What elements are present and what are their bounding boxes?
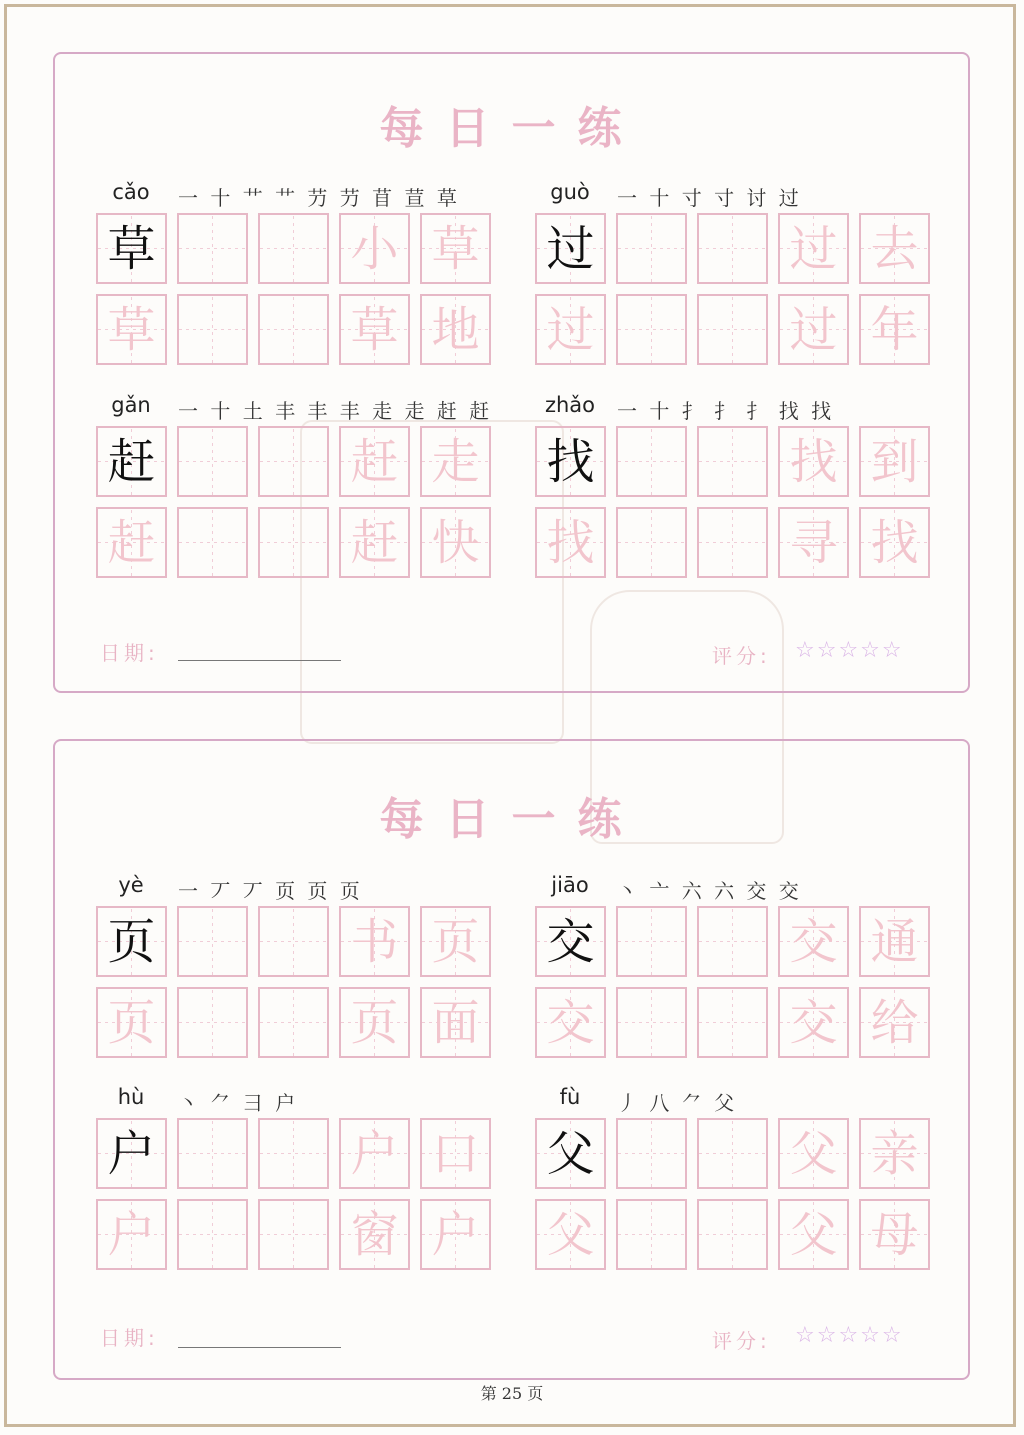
date-label: 日期: [100, 1326, 159, 1350]
page-number: 第 25 页 [480, 1384, 544, 1403]
trace-character: 快 [431, 514, 480, 571]
trace-character: 过 [789, 301, 838, 358]
empty-writing-cell[interactable] [616, 1118, 687, 1189]
stroke-order: 一 十 艹 艹 芀 芀 苜 荁 草 [178, 186, 460, 210]
trace-character: 亲 [870, 1125, 919, 1182]
trace-character: 页 [350, 994, 399, 1051]
empty-writing-cell[interactable] [177, 1118, 248, 1189]
trace-character: 草 [350, 301, 399, 358]
pinyin-label: cǎo [112, 180, 150, 204]
date-field[interactable] [178, 1347, 341, 1348]
empty-writing-cell[interactable] [177, 906, 248, 977]
model-character: 过 [546, 220, 595, 277]
trace-character: 草 [431, 220, 480, 277]
writing-grid-row [535, 987, 935, 1058]
date-field[interactable] [178, 660, 341, 661]
empty-writing-cell[interactable] [177, 987, 248, 1058]
empty-writing-cell[interactable] [697, 507, 768, 578]
grid-cell [859, 426, 930, 497]
grid-cell [535, 906, 606, 977]
stroke-order: 一 丆 丆 页 页 页 [178, 879, 363, 903]
model-character: 赶 [107, 433, 156, 490]
character-block [96, 180, 496, 380]
writing-grid-row [535, 294, 935, 365]
grid-cell [339, 426, 410, 497]
date-label: 日期: [100, 641, 159, 665]
empty-writing-cell[interactable] [258, 906, 329, 977]
grid-cell [420, 1199, 491, 1270]
character-block [535, 1085, 935, 1285]
grid-cell [96, 507, 167, 578]
grid-cell [96, 294, 167, 365]
trace-character: 过 [789, 220, 838, 277]
grid-cell [535, 213, 606, 284]
trace-character: 赶 [107, 514, 156, 571]
grid-cell [778, 294, 849, 365]
grid-cell [535, 507, 606, 578]
grid-cell [96, 987, 167, 1058]
writing-grid-row [535, 1199, 935, 1270]
grid-cell [96, 426, 167, 497]
trace-character: 父 [789, 1125, 838, 1182]
writing-grid-row [535, 426, 935, 497]
trace-character: 走 [431, 433, 480, 490]
trace-character: 赶 [350, 433, 399, 490]
character-block [96, 873, 496, 1073]
empty-writing-cell[interactable] [697, 987, 768, 1058]
trace-character: 地 [431, 301, 480, 358]
trace-character: 父 [546, 1206, 595, 1263]
card-title: 每日一练 [379, 103, 644, 154]
grid-cell [96, 1118, 167, 1189]
rating-stars[interactable]: ☆☆☆☆☆ [795, 1323, 904, 1348]
grid-cell [859, 213, 930, 284]
trace-character: 母 [870, 1206, 919, 1263]
writing-grid-row [96, 294, 496, 365]
trace-character: 户 [431, 1206, 480, 1263]
writing-grid-row [96, 507, 496, 578]
stroke-order: 一 十 土 丰 丰 丰 走 走 赶 赶 [178, 399, 493, 423]
grid-cell [339, 1199, 410, 1270]
writing-grid-row [535, 213, 935, 284]
empty-writing-cell[interactable] [697, 294, 768, 365]
stroke-order: 丶 亠 六 六 交 交 [617, 879, 802, 903]
empty-writing-cell[interactable] [616, 507, 687, 578]
grid-cell [859, 1118, 930, 1189]
trace-character: 页 [107, 994, 156, 1051]
trace-character: 口 [431, 1125, 480, 1182]
pinyin-label: zhǎo [544, 393, 596, 417]
empty-writing-cell[interactable] [616, 426, 687, 497]
trace-character: 通 [870, 913, 919, 970]
empty-writing-cell[interactable] [616, 294, 687, 365]
empty-writing-cell[interactable] [258, 1199, 329, 1270]
grid-cell [339, 1118, 410, 1189]
empty-writing-cell[interactable] [616, 1199, 687, 1270]
score-label: 评分: [712, 644, 771, 668]
pinyin-label: jiāo [551, 873, 589, 897]
model-character: 草 [107, 220, 156, 277]
pinyin-label: gǎn [111, 393, 151, 417]
grid-cell [859, 294, 930, 365]
rating-stars[interactable]: ☆☆☆☆☆ [795, 638, 904, 663]
trace-character: 面 [431, 994, 480, 1051]
trace-character: 户 [350, 1125, 399, 1182]
model-character: 户 [107, 1125, 156, 1182]
trace-character: 窗 [350, 1206, 399, 1263]
empty-writing-cell[interactable] [697, 426, 768, 497]
trace-character: 年 [870, 301, 919, 358]
trace-character: 给 [870, 994, 919, 1051]
model-character: 页 [107, 913, 156, 970]
pinyin-label: yè [118, 873, 144, 897]
card-title: 每日一练 [379, 794, 644, 845]
writing-grid-row [96, 987, 496, 1058]
trace-character: 草 [107, 301, 156, 358]
trace-character: 过 [546, 301, 595, 358]
writing-grid-row [96, 426, 496, 497]
empty-writing-cell[interactable] [616, 906, 687, 977]
grid-cell [96, 1199, 167, 1270]
grid-cell [859, 987, 930, 1058]
grid-cell [535, 294, 606, 365]
trace-character: 寻 [789, 514, 838, 571]
empty-writing-cell[interactable] [616, 987, 687, 1058]
grid-cell [535, 1199, 606, 1270]
empty-writing-cell[interactable] [258, 1118, 329, 1189]
empty-writing-cell[interactable] [258, 426, 329, 497]
writing-grid-row [535, 507, 935, 578]
empty-writing-cell[interactable] [697, 213, 768, 284]
pinyin-label: fù [559, 1085, 581, 1109]
grid-cell [859, 507, 930, 578]
grid-cell [778, 213, 849, 284]
score-label: 评分: [712, 1329, 771, 1353]
grid-cell [420, 507, 491, 578]
grid-cell [339, 906, 410, 977]
trace-character: 找 [546, 514, 595, 571]
grid-cell [420, 426, 491, 497]
grid-cell [96, 906, 167, 977]
empty-writing-cell[interactable] [177, 213, 248, 284]
grid-cell [778, 426, 849, 497]
grid-cell [339, 213, 410, 284]
trace-character: 赶 [350, 514, 399, 571]
writing-grid-row [535, 906, 935, 977]
character-block [535, 873, 935, 1073]
writing-grid-row [535, 1118, 935, 1189]
trace-character: 书 [350, 913, 399, 970]
pinyin-label: hù [117, 1085, 145, 1109]
grid-cell [859, 906, 930, 977]
stroke-order: 丿 八 ⺈ 父 [617, 1091, 738, 1115]
empty-writing-cell[interactable] [258, 213, 329, 284]
stroke-order: 丶 ⺈ 彐 户 [178, 1091, 299, 1115]
grid-cell [420, 213, 491, 284]
grid-cell [420, 1118, 491, 1189]
empty-writing-cell[interactable] [177, 1199, 248, 1270]
grid-cell [778, 1118, 849, 1189]
trace-character: 交 [789, 994, 838, 1051]
trace-character: 交 [546, 994, 595, 1051]
model-character: 父 [546, 1125, 595, 1182]
trace-character: 页 [431, 913, 480, 970]
grid-cell [859, 1199, 930, 1270]
model-character: 交 [546, 913, 595, 970]
grid-cell [535, 1118, 606, 1189]
pinyin-label: guò [550, 180, 590, 204]
character-block [96, 393, 496, 593]
grid-cell [339, 987, 410, 1058]
empty-writing-cell[interactable] [177, 426, 248, 497]
grid-cell [339, 507, 410, 578]
trace-character: 交 [789, 913, 838, 970]
stroke-order: 一 十 寸 寸 讨 过 [617, 186, 802, 210]
grid-cell [339, 294, 410, 365]
trace-character: 父 [789, 1206, 838, 1263]
empty-writing-cell[interactable] [697, 1199, 768, 1270]
empty-writing-cell[interactable] [697, 1118, 768, 1189]
character-block [535, 180, 935, 380]
grid-cell [778, 906, 849, 977]
stroke-order: 一 十 扌 扌 扌 找 找 [617, 399, 835, 423]
character-block [535, 393, 935, 593]
grid-cell [778, 507, 849, 578]
trace-character: 去 [870, 220, 919, 277]
empty-writing-cell[interactable] [697, 906, 768, 977]
character-block [96, 1085, 496, 1285]
grid-cell [778, 987, 849, 1058]
empty-writing-cell[interactable] [616, 213, 687, 284]
grid-cell [420, 906, 491, 977]
empty-writing-cell[interactable] [258, 294, 329, 365]
empty-writing-cell[interactable] [258, 507, 329, 578]
writing-grid-row [96, 213, 496, 284]
trace-character: 户 [107, 1206, 156, 1263]
model-character: 找 [546, 433, 595, 490]
grid-cell [535, 987, 606, 1058]
empty-writing-cell[interactable] [177, 294, 248, 365]
empty-writing-cell[interactable] [177, 507, 248, 578]
trace-character: 小 [350, 220, 399, 277]
writing-grid-row [96, 1118, 496, 1189]
trace-character: 找 [789, 433, 838, 490]
grid-cell [420, 294, 491, 365]
writing-grid-row [96, 906, 496, 977]
grid-cell [535, 426, 606, 497]
grid-cell [778, 1199, 849, 1270]
writing-grid-row [96, 1199, 496, 1270]
grid-cell [96, 213, 167, 284]
empty-writing-cell[interactable] [258, 987, 329, 1058]
grid-cell [420, 987, 491, 1058]
trace-character: 到 [870, 433, 919, 490]
trace-character: 找 [870, 514, 919, 571]
